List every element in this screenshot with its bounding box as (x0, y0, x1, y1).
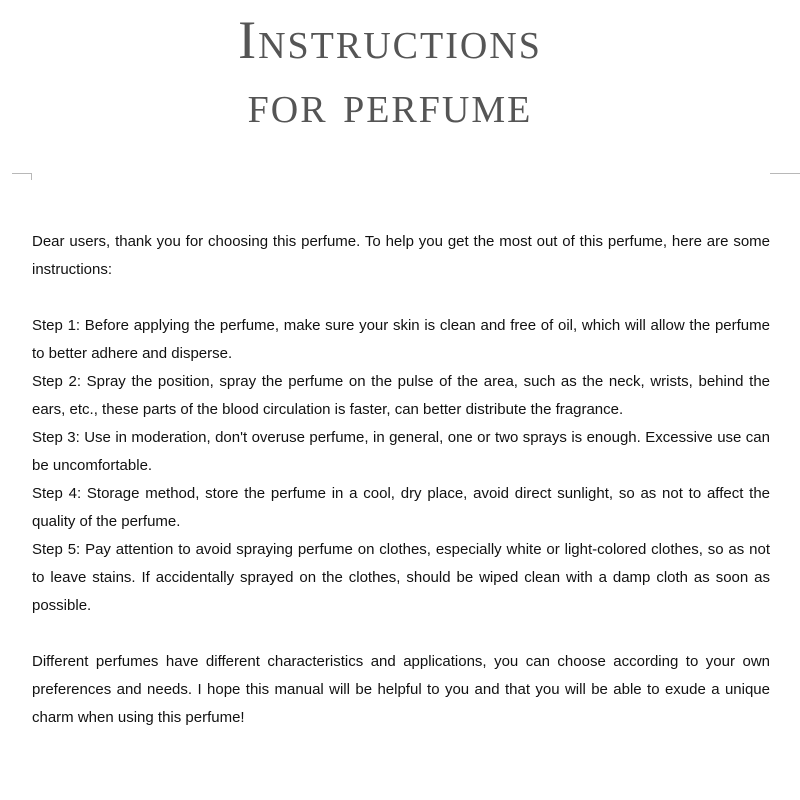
intro-paragraph: Dear users, thank you for choosing this perfume. To help you get the most out of this perfume, here are some instructions: (32, 233, 770, 278)
step-1: Step 1: Before applying the perfume, make sure your skin is clean and free of oil, which will allow the perfume to better adhere and disperse. (32, 317, 770, 362)
page-title (0, 8, 780, 136)
step-5: Step 5: Pay attention to avoid spraying perfume on clothes, especially white or light-colored clothes, so as not to leave stains. If accidentally sprayed on the clothes, should be wiped clean with a damp cloth as soon as possible. (32, 541, 770, 614)
left-margin-marker (12, 173, 32, 174)
step-4: Step 4: Storage method, store the perfume in a cool, dry place, avoid direct sunlight, so as not to affect the quality of the perfume. (32, 485, 770, 530)
step-2: Step 2: Spray the position, spray the perfume on the pulse of the area, such as the neck, wrists, behind the ears, etc., these parts of the blood circulation is faster, can better distribute the fragrance. (32, 373, 770, 418)
document-body (32, 228, 770, 732)
title-line-1: Instructions (238, 10, 542, 70)
right-margin-marker (770, 173, 800, 174)
step-3: Step 3: Use in moderation, don't overuse perfume, in general, one or two sprays is enough. Excessive use can be uncomfortable. (32, 429, 770, 474)
paragraph-gap (32, 284, 770, 312)
paragraph-gap (32, 620, 770, 648)
title-line-2: for perfume (247, 74, 533, 134)
closing-paragraph: Different perfumes have different characteristics and applications, you can choose according to your own preferences and needs. I hope this manual will be helpful to you and that you will be able to exude a unique charm when using this perfume! (32, 653, 770, 726)
